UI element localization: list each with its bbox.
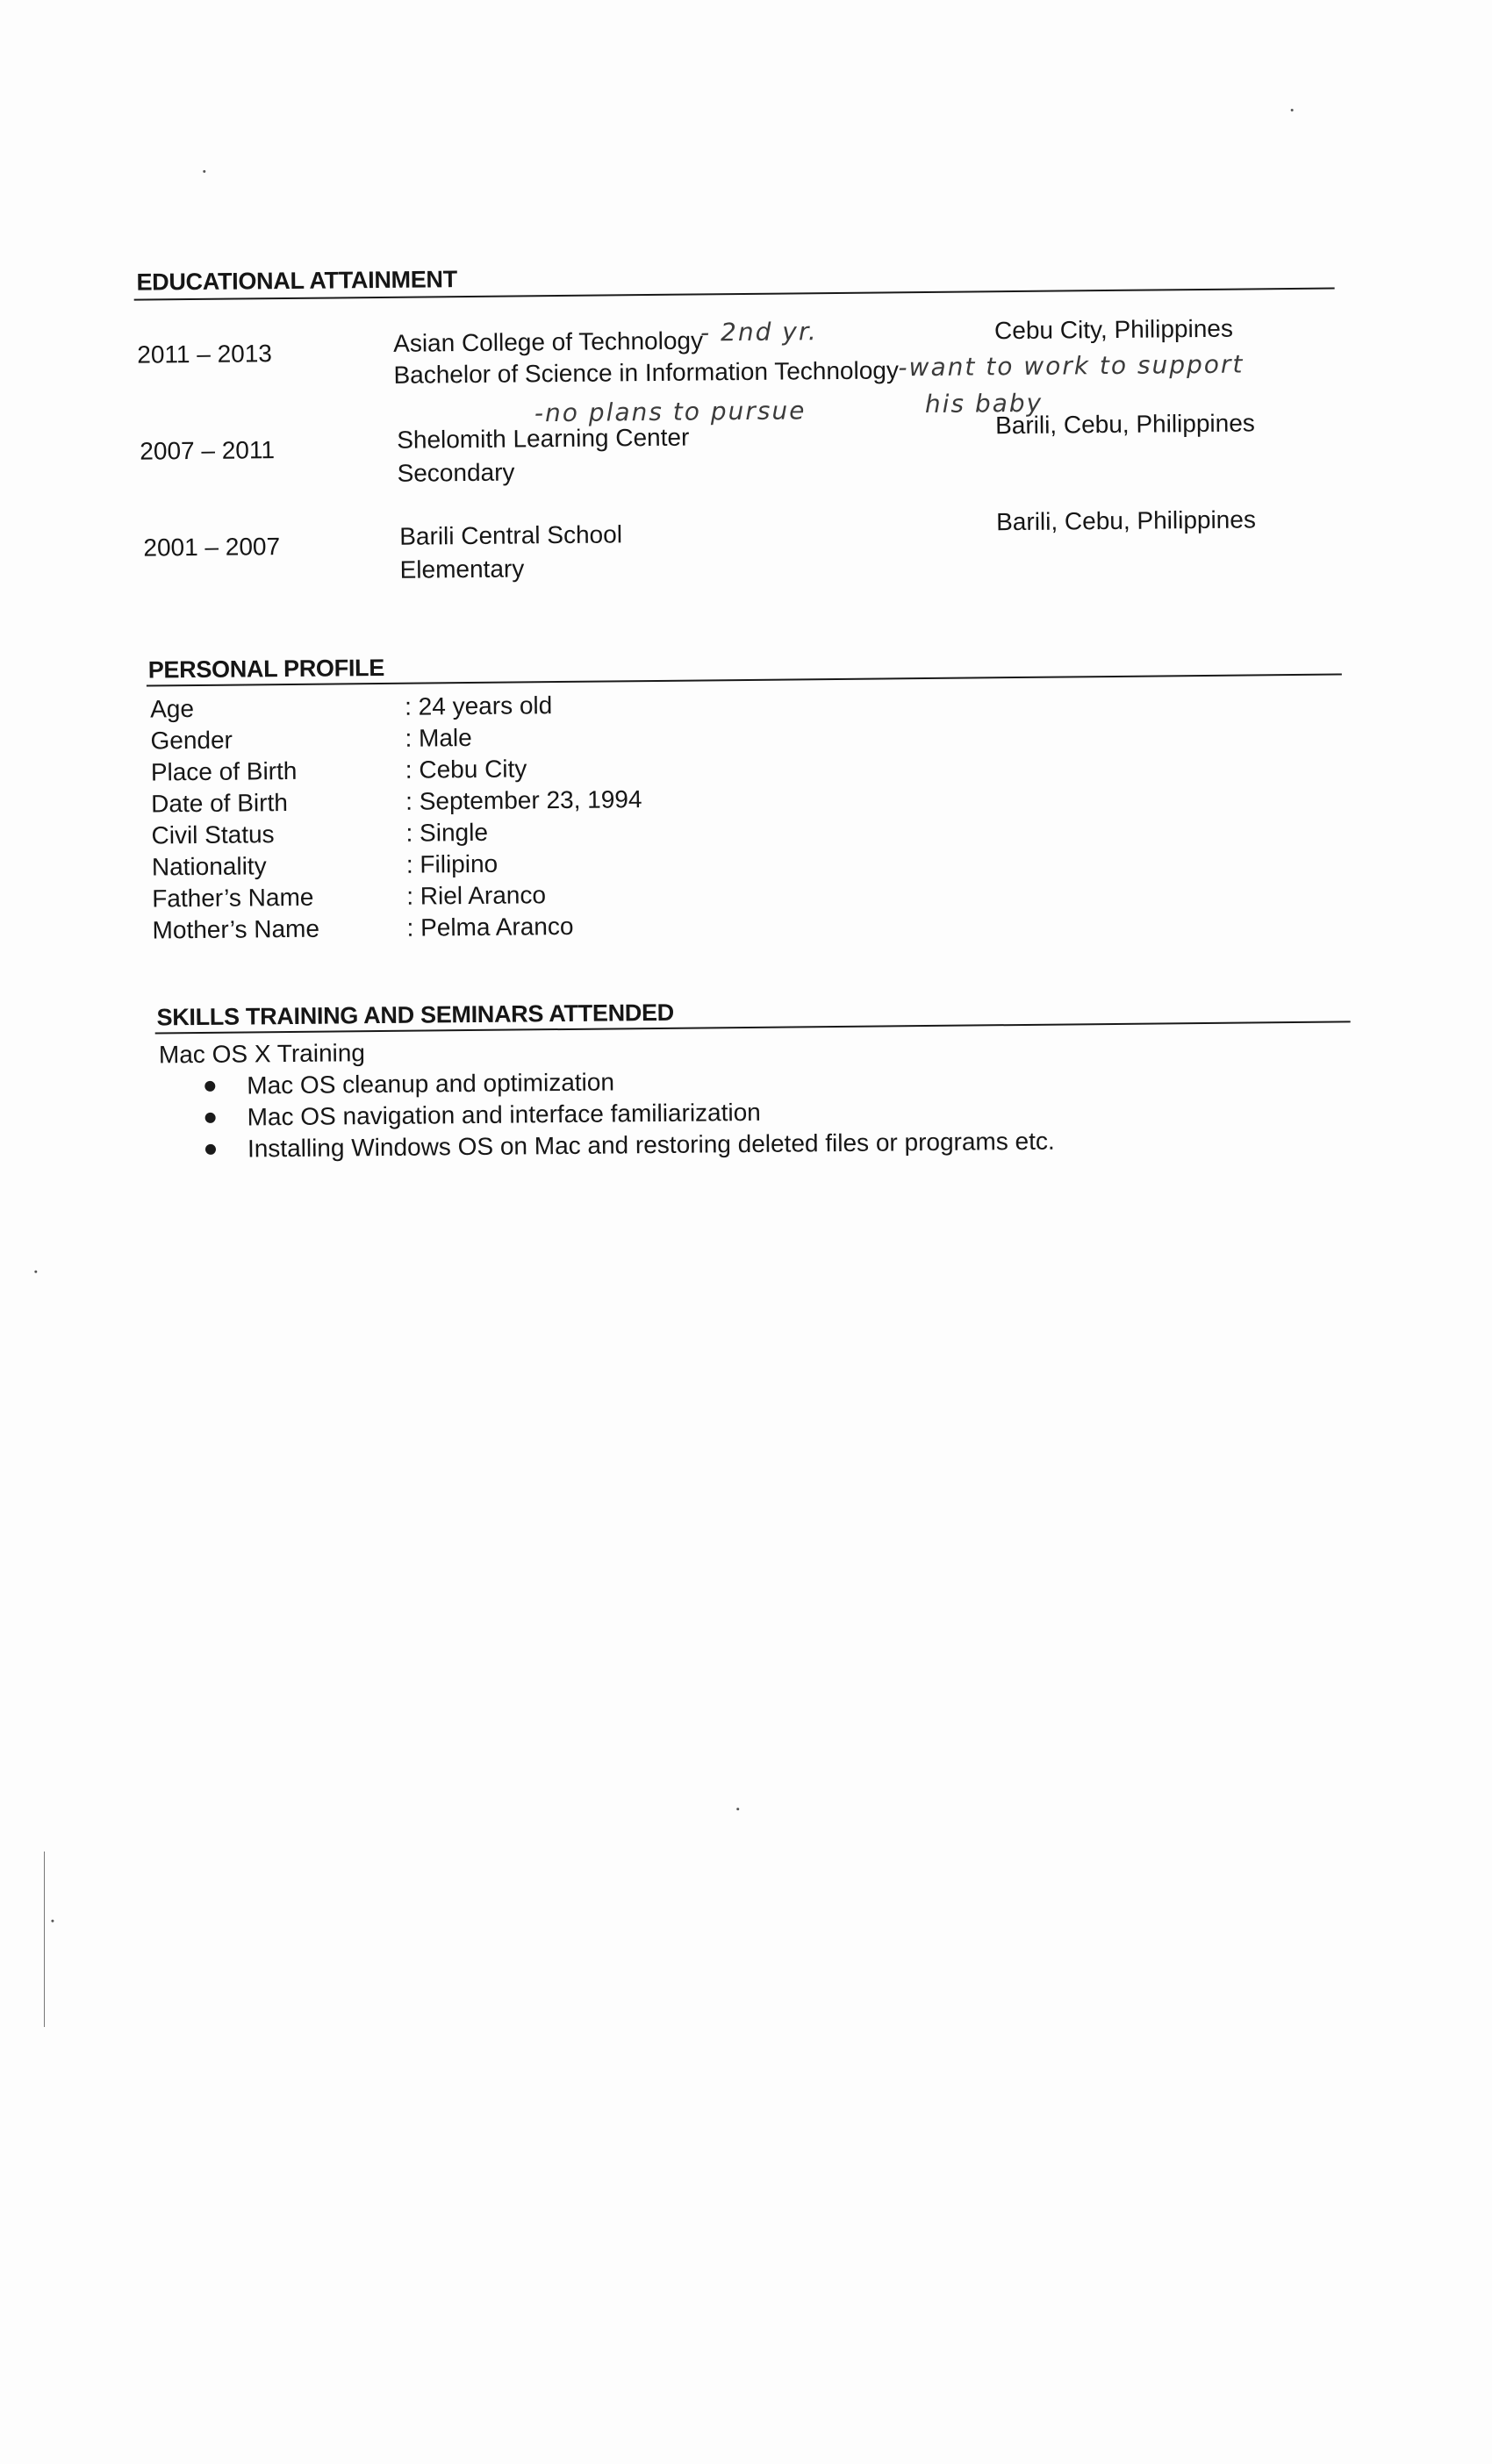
bullet-icon [204,1081,215,1092]
profile-label: Nationality [151,852,267,881]
education-location-3: Barili, Cebu, Philippines [996,505,1257,536]
education-program-2: Secondary [397,458,515,487]
education-school-3: Barili Central School [399,520,623,550]
profile-label: Mother’s Name [152,914,320,944]
handwritten-year-note: - 2nd yr. [699,317,818,347]
education-program-3: Elementary [399,555,525,584]
profile-label: Place of Birth [150,756,298,786]
profile-value: : Male [405,723,472,752]
scan-speck [34,1271,37,1273]
profile-value: : Cebu City [405,755,527,784]
education-years-1: 2011 – 2013 [137,340,273,369]
education-location-2: Barili, Cebu, Philippines [994,409,1255,440]
training-title: Mac OS X Training [158,1039,366,1069]
bullet-icon [205,1144,216,1155]
profile-label: Date of Birth [151,789,288,818]
education-school-2: Shelomith Learning Center [397,423,690,454]
skills-list-item: Mac OS navigation and interface familiarization [204,1094,1054,1134]
profile-value: : Riel Aranco [406,881,547,910]
handwritten-plans-note: -no plans to pursue [534,396,807,428]
education-school-1: Asian College of Technology [393,326,704,357]
education-years-3: 2001 – 2007 [143,533,281,562]
profile-heading: PERSONAL PROFILE [147,654,385,684]
scan-speck [203,170,205,173]
skills-heading: SKILLS TRAINING AND SEMINARS ATTENDED [156,999,675,1031]
skills-list-item: Mac OS cleanup and optimization [204,1063,1054,1102]
education-heading: EDUCATIONAL ATTAINMENT [136,266,457,296]
profile-value: : Filipino [405,849,499,878]
profile-label: Gender [150,726,233,755]
skills-list-item: Installing Windows OS on Mac and restoring deleted files or programs etc. [205,1126,1055,1165]
bullet-icon [205,1113,216,1123]
profile-value: : September 23, 1994 [405,785,642,815]
profile-table [150,685,1030,947]
profile-value: : 24 years old [405,691,553,720]
profile-value: : Single [405,818,489,847]
scan-speck [736,1808,739,1810]
profile-label: Father’s Name [152,883,314,913]
profile-value: : Pelma Aranco [406,912,574,942]
education-location-1: Cebu City, Philippines [993,314,1234,345]
profile-label: Age [150,695,195,723]
skills-list [204,1063,1055,1165]
profile-label: Civil Status [151,820,275,849]
scan-edge-line [44,1852,45,2027]
handwritten-want-note: -want to work to support [898,349,1245,383]
scan-speck [1291,109,1294,111]
education-years-2: 2007 – 2011 [140,436,276,465]
handwritten-baby-note: his baby [924,388,1044,419]
education-program-1: Bachelor of Science in Information Technology [393,356,900,389]
scan-speck [51,1920,54,1923]
